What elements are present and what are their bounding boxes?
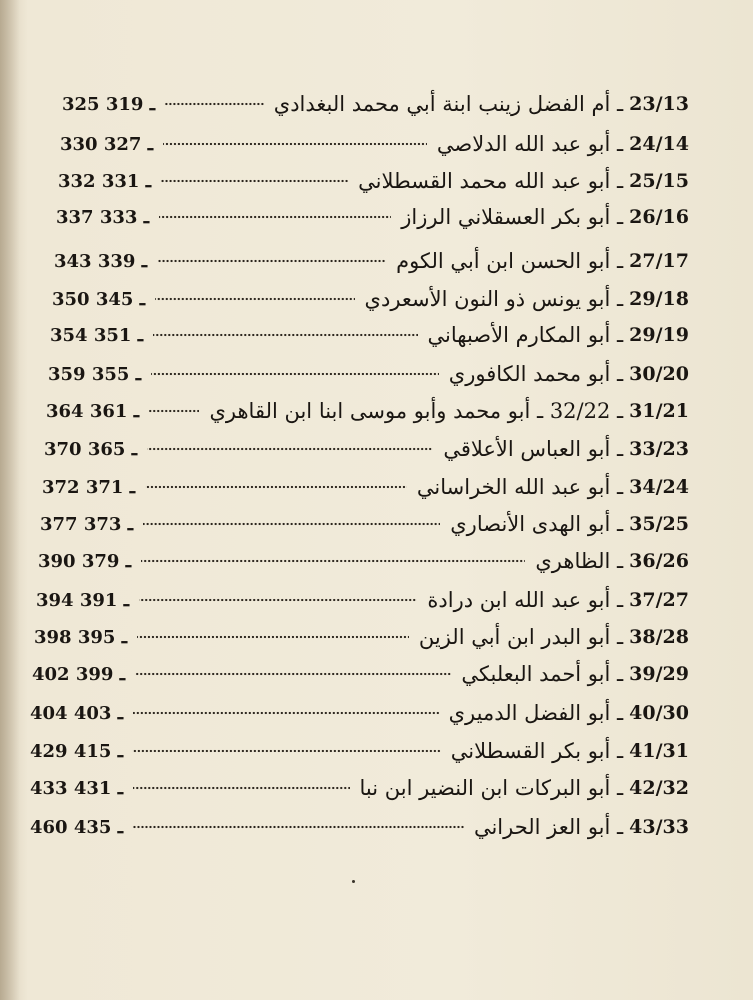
entry-pages: 343 ـ 339	[54, 250, 147, 272]
toc-entry	[38, 543, 689, 579]
entry-title: ـ أبو العباس الأعلاقي	[443, 437, 624, 461]
toc-entry	[34, 619, 689, 655]
entry-pages: 402 ـ 399	[32, 663, 125, 685]
toc-entry	[36, 582, 689, 618]
entry-pages: 359 ـ 355	[48, 363, 141, 385]
dot-leader	[133, 747, 441, 755]
page-speck	[352, 880, 355, 883]
entry-number: 37/27	[629, 589, 689, 611]
entry-pages: 350 ـ 345	[52, 288, 145, 310]
dot-leader	[147, 445, 433, 453]
entry-number: 25/15	[629, 170, 689, 192]
entry-number: 24/14	[629, 133, 689, 155]
entry-pages: 460 ـ 435	[30, 816, 123, 838]
dot-leader	[145, 483, 407, 491]
toc-entry	[42, 469, 689, 505]
entry-title: ـ أبو الهدى الأنصاري	[450, 512, 624, 536]
toc-entry	[48, 356, 689, 392]
entry-title: ـ 32/22 ـ أبو محمد وأبو موسى ابنا ابن القاهري	[209, 399, 624, 423]
toc-entry	[50, 317, 689, 353]
toc-entry	[40, 506, 689, 542]
dot-leader	[165, 100, 264, 108]
entry-pages: 404 ـ 403	[30, 702, 123, 724]
entry-pages: 429 ـ 415	[30, 740, 123, 762]
entry-number: 33/23	[629, 438, 689, 460]
entry-number: 27/17	[629, 250, 689, 272]
entry-pages: 398 ـ 395	[34, 626, 127, 648]
toc-entry	[30, 695, 689, 731]
toc-entry	[30, 733, 689, 769]
dot-leader	[137, 633, 409, 641]
entry-pages: 390 ـ 379	[38, 550, 131, 572]
dot-leader	[133, 709, 439, 717]
dot-leader	[133, 784, 350, 792]
toc-entry	[30, 770, 689, 806]
toc-entry	[60, 126, 689, 162]
entry-title: ـ أبو المكارم الأصبهاني	[427, 323, 624, 347]
entry-pages: 370 ـ 365	[44, 438, 137, 460]
dot-leader	[141, 557, 525, 565]
dot-leader	[161, 177, 348, 185]
entry-title: ـ أبو البدر ابن أبي الزين	[418, 625, 624, 649]
entry-number: 38/28	[629, 626, 689, 648]
entry-number: 42/32	[629, 777, 689, 799]
entry-number: 29/19	[629, 324, 689, 346]
entry-number: 31/21	[629, 400, 689, 422]
entry-number: 26/16	[629, 206, 689, 228]
dot-leader	[133, 823, 464, 831]
dot-leader	[135, 670, 451, 678]
dot-leader	[157, 257, 386, 265]
entry-pages: 354 ـ 351	[50, 324, 143, 346]
entry-title: ـ الظاهري	[535, 549, 624, 573]
entry-title: ـ أبو أحمد البعلبكي	[461, 662, 624, 686]
entry-title: ـ أبو عبد الله ابن درادة	[427, 588, 624, 612]
entry-title: ـ أبو محمد الكافوري	[448, 362, 624, 386]
entry-title: ـ أم الفضل زينب ابنة أبي محمد البغدادي	[273, 92, 624, 116]
entry-number: 41/31	[629, 740, 689, 762]
entry-pages: 325 ـ 319	[62, 93, 155, 115]
entry-title: ـ أبو بكر العسقلاني الرزاز	[401, 205, 624, 229]
dot-leader	[159, 213, 391, 221]
entry-pages: 377 ـ 373	[40, 513, 133, 535]
entry-title: ـ أبو الفضل الدميري	[448, 701, 624, 725]
entry-number: 29/18	[629, 288, 689, 310]
entry-pages: 364 ـ 361	[46, 400, 139, 422]
entry-title: ـ أبو الحسن ابن أبي الكوم	[396, 249, 624, 273]
entry-title: ـ أبو بكر القسطلاني	[450, 739, 624, 763]
toc-entry	[54, 243, 689, 279]
dot-leader	[139, 596, 417, 604]
entry-title: ـ أبو عبد الله محمد القسطلاني	[358, 169, 624, 193]
entry-number: 30/20	[629, 363, 689, 385]
entry-pages: 330 ـ 327	[60, 133, 153, 155]
toc-entry	[58, 163, 689, 199]
toc-entry	[30, 809, 689, 845]
entry-pages: 337 ـ 333	[56, 206, 149, 228]
entry-number: 35/25	[629, 513, 689, 535]
entry-title: ـ أبو يونس ذو النون الأسعردي	[364, 287, 624, 311]
toc-entry	[46, 393, 689, 429]
entry-number: 23/13	[629, 93, 689, 115]
dot-leader	[149, 407, 199, 415]
entry-number: 34/24	[629, 476, 689, 498]
toc-entry	[52, 281, 689, 317]
entry-number: 36/26	[629, 550, 689, 572]
entry-pages: 433 ـ 431	[30, 777, 123, 799]
entry-title: ـ أبو عبد الله الدلاصي	[436, 132, 624, 156]
dot-leader	[153, 331, 418, 339]
toc-entry	[56, 199, 689, 235]
entry-pages: 332 ـ 331	[58, 170, 151, 192]
toc-entry	[32, 656, 689, 692]
entry-pages: 394 ـ 391	[36, 589, 129, 611]
entry-title: ـ أبو البركات ابن النضير ابن نبا	[359, 776, 624, 800]
entry-number: 39/29	[629, 663, 689, 685]
dot-leader	[163, 140, 427, 148]
toc-entry	[44, 431, 689, 467]
entry-pages: 372 ـ 371	[42, 476, 135, 498]
dot-leader	[151, 370, 439, 378]
dot-leader	[143, 520, 440, 528]
entry-number: 43/33	[629, 816, 689, 838]
entry-title: ـ أبو العز الحراني	[473, 815, 624, 839]
toc-entry	[62, 86, 689, 122]
entry-title: ـ أبو عبد الله الخراساني	[416, 475, 624, 499]
entry-number: 40/30	[629, 702, 689, 724]
dot-leader	[155, 295, 355, 303]
